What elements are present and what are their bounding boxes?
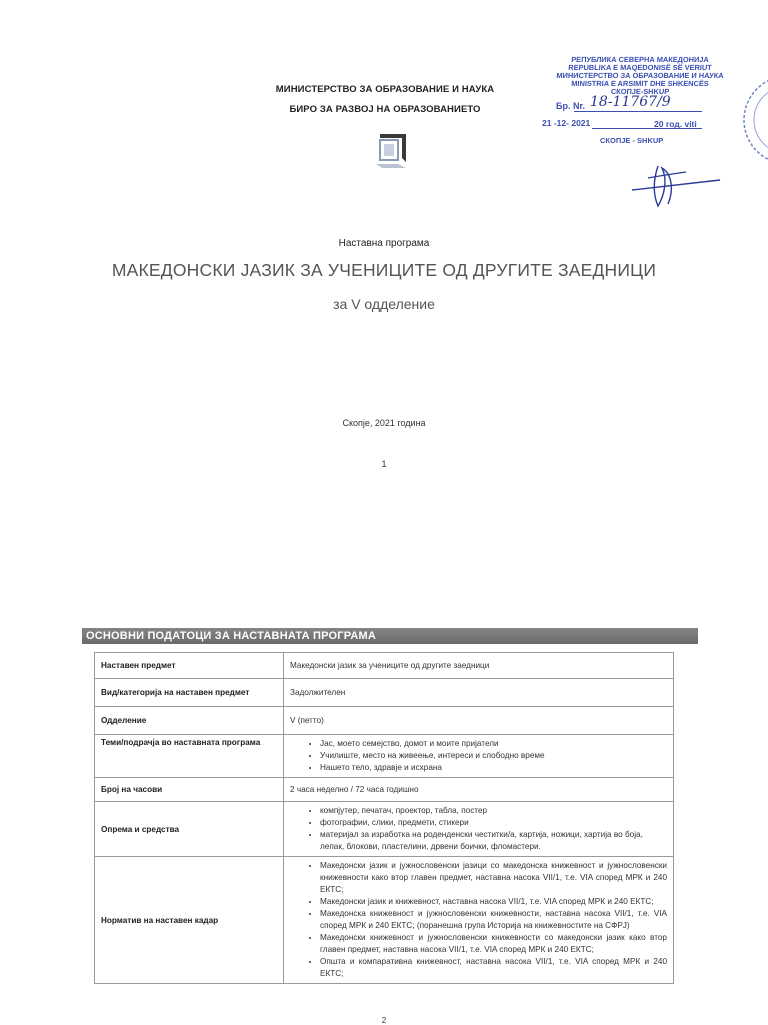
list-item: • Македонска книжевност и јужнословенски книжевности, наставна насока VII/1, т.е. VIA според МРК и 240 ЕКТС; (поранешна група Историја на книжевностите на СФРЈ) <box>320 908 667 932</box>
hours-label: Број на часови <box>95 778 284 802</box>
hours-value: 2 часа неделно / 72 часа годишно <box>284 778 674 802</box>
page-number-1: 1 <box>381 459 387 469</box>
list-item: • Македонски книжевност и јужнословенски книжевности со македонски јазик како втор главен предмет, наставна насока VII/1, т.е. VIA според МРК и 240 ЕКТС; <box>320 932 667 956</box>
stamp-line-1: РЕПУБЛИКА СЕВЕРНА МАКЕДОНИЈА <box>570 55 710 64</box>
themes-label: Теми/подрачја во наставната програма <box>95 735 284 778</box>
list-item: • Македонски јазик и книжевност, наставна насока VII/1, т.е. VIA според МРК и 240 ЕКТС; <box>320 896 667 908</box>
list-item: • Македонски јазик и јужнословенски јазици со македонска книжевност и јужнословенски книжевности како втор главен предмет, наставна насока VII/1, т.е. VIA според МРК и 240 ЕКТС; <box>320 860 667 896</box>
list-item: • Училиште, место на живеење, интереси и слободно време <box>320 750 667 762</box>
list-item: • Општа и компаративна книжевност, наставна насока VII/1, т.е. VIA според МРК и 240 ЕКТС; <box>320 956 667 980</box>
grade-value: V (петто) <box>284 707 674 735</box>
signature-icon <box>628 160 724 210</box>
stamp-city: СКОПЈЕ - SHKUP <box>600 136 664 145</box>
grade-label: Одделение <box>95 707 284 735</box>
equipment-label: Опрема и средства <box>95 802 284 857</box>
list-item: • Јас, моето семејство, домот и моите пријатели <box>320 738 667 750</box>
staff-list <box>290 860 667 980</box>
themes-list <box>290 738 667 774</box>
table-row <box>95 653 674 679</box>
document-title: МАКЕДОНСКИ ЈАЗИК ЗА УЧЕНИЦИТЕ ОД ДРУГИТЕ ЗАЕДНИЦИ <box>111 260 657 280</box>
city-year: Скопје, 2021 година <box>342 418 426 428</box>
stamp-line-2: REPUBLIKA E MAQEDONISË SË VERIUT <box>567 63 713 72</box>
subject-value: Македонски јазик за учениците од другите заедници <box>284 653 674 679</box>
stamp-number-label: Бр. Nr. <box>556 101 585 111</box>
stamp-year-suffix: 20 <box>654 119 664 129</box>
stamp-date <box>542 118 590 128</box>
stamp-date-day: 21 <box>542 118 552 128</box>
list-item: • фотографии, слики, предмети, стикери <box>320 817 667 829</box>
equipment-list <box>290 805 667 853</box>
list-item: • материјал за изработка на роденденски честитки/а, картија, ножици, хартија во боја, лепак, блокови, пластелини, дрвени боички, фломастери. <box>320 829 667 853</box>
category-value: Задолжителен <box>284 679 674 707</box>
category-label: Вид/категорија на наставен предмет <box>95 679 284 707</box>
table-row <box>95 857 674 984</box>
table-row <box>95 679 674 707</box>
page-number-2: 2 <box>381 1016 387 1025</box>
table-row <box>95 735 674 778</box>
bureau-logo-icon <box>372 128 416 172</box>
bureau-name: БИРО ЗА РАЗВОЈ НА ОБРАЗОВАНИЕТО <box>289 104 481 115</box>
stamp-god-label: год. viti <box>665 119 697 129</box>
program-info-table <box>94 652 674 984</box>
document-grade: за V одделение <box>333 296 435 312</box>
table-row <box>95 778 674 802</box>
document-type: Наставна програма <box>338 238 430 249</box>
subject-label: Наставен предмет <box>95 653 284 679</box>
staff-label: Норматив на наставен кадар <box>95 857 284 984</box>
stamp-date-month: -12- <box>553 118 569 128</box>
stamp-number-line <box>574 111 702 112</box>
stamp-line-5: СКОПЈЕ-SHKUP <box>610 87 670 96</box>
stamp-number-value: 18-11767/9 <box>590 94 671 110</box>
stamp-line-3: МИНИСТЕРСТВО ЗА ОБРАЗОВАНИЕ И НАУКА <box>556 71 724 80</box>
section-header: ОСНОВНИ ПОДАТОЦИ ЗА НАСТАВНАТА ПРОГРАМА <box>82 628 698 644</box>
table-row <box>95 707 674 735</box>
table-row <box>95 802 674 857</box>
ministry-name: МИНИСТЕРСТВО ЗА ОБРАЗОВАНИЕ И НАУКА <box>275 84 495 95</box>
stamp-line-4: MINISTRIA E ARSIMIT DHE SHKENCËS <box>571 79 710 88</box>
stamp-date-year: 2021 <box>571 118 591 128</box>
list-item: • компјутер, печатач, проектор, табла, постер <box>320 805 667 817</box>
list-item: • Нашето тело, здравје и исхрана <box>320 762 667 774</box>
registration-stamp <box>540 52 740 152</box>
round-seal-icon <box>738 70 768 170</box>
stamp-year-label <box>654 119 697 129</box>
